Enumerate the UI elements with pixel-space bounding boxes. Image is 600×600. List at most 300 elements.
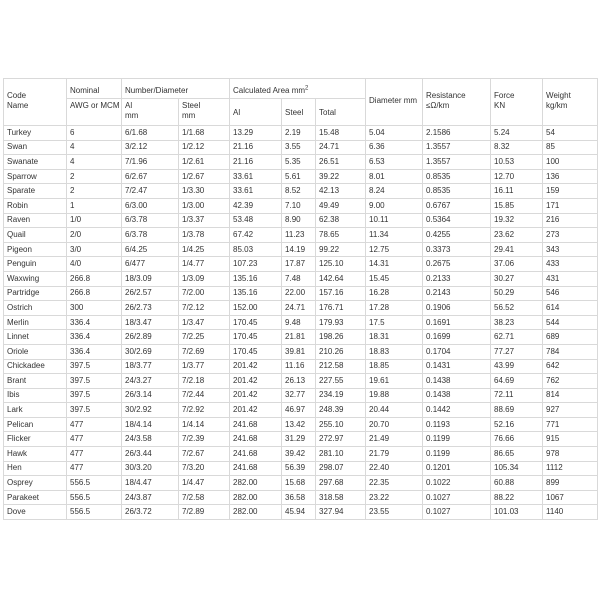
conductor-spec-table <box>3 78 598 520</box>
cell-code-name: Swanate <box>4 155 67 170</box>
cell-nominal: 397.5 <box>67 374 122 389</box>
cell-area-steel: 7.10 <box>282 198 316 213</box>
header-row-top <box>4 79 598 99</box>
cell-steel-diameter: 1/4.77 <box>179 257 230 272</box>
cell-area-steel: 24.71 <box>282 301 316 316</box>
cell-steel-diameter: 1/3.47 <box>179 315 230 330</box>
cell-area-al: 13.29 <box>230 126 282 141</box>
cell-area-total: 327.94 <box>316 505 366 520</box>
cell-diameter: 20.70 <box>366 417 423 432</box>
header-code: Code <box>7 91 27 100</box>
cell-weight: 54 <box>543 126 598 141</box>
cell-al-diameter: 18/4.14 <box>122 417 179 432</box>
cell-area-total: 78.65 <box>316 228 366 243</box>
cell-weight: 431 <box>543 271 598 286</box>
cell-resistance: 0.1022 <box>423 476 491 491</box>
cell-area-steel: 56.39 <box>282 461 316 476</box>
cell-resistance: 0.1193 <box>423 417 491 432</box>
cell-diameter: 23.22 <box>366 490 423 505</box>
header-weight-unit: kg/km <box>546 101 568 110</box>
cell-al-diameter: 24/3.58 <box>122 432 179 447</box>
table-row <box>4 330 598 345</box>
cell-diameter: 12.75 <box>366 242 423 257</box>
cell-resistance: 0.1704 <box>423 344 491 359</box>
cell-steel-diameter: 7/3.20 <box>179 461 230 476</box>
table-row <box>4 359 598 374</box>
cell-weight: 642 <box>543 359 598 374</box>
cell-steel-diameter: 1/3.77 <box>179 359 230 374</box>
cell-weight: 927 <box>543 403 598 418</box>
header-nominal: Nominal <box>67 79 122 99</box>
cell-nominal: 397.5 <box>67 388 122 403</box>
cell-resistance: 0.1199 <box>423 447 491 462</box>
cell-al-diameter: 18/3.77 <box>122 359 179 374</box>
cell-diameter: 17.5 <box>366 315 423 330</box>
cell-force: 23.62 <box>491 228 543 243</box>
cell-code-name: Linnet <box>4 330 67 345</box>
cell-diameter: 6.53 <box>366 155 423 170</box>
cell-weight: 171 <box>543 198 598 213</box>
cell-resistance: 0.8535 <box>423 184 491 199</box>
cell-area-al: 170.45 <box>230 330 282 345</box>
cell-weight: 273 <box>543 228 598 243</box>
cell-steel-diameter: 1/3.30 <box>179 184 230 199</box>
cell-area-al: 53.48 <box>230 213 282 228</box>
cell-area-steel: 11.16 <box>282 359 316 374</box>
cell-area-steel: 7.48 <box>282 271 316 286</box>
cell-force: 5.24 <box>491 126 543 141</box>
cell-area-steel: 17.87 <box>282 257 316 272</box>
cell-force: 29.41 <box>491 242 543 257</box>
cell-steel-diameter: 7/2.39 <box>179 432 230 447</box>
cell-steel-diameter: 7/2.18 <box>179 374 230 389</box>
header-resistance-label: Resistance <box>426 91 466 100</box>
cell-weight: 784 <box>543 344 598 359</box>
cell-al-diameter: 18/3.47 <box>122 315 179 330</box>
cell-weight: 899 <box>543 476 598 491</box>
cell-area-steel: 5.61 <box>282 169 316 184</box>
header-calculated-area-sup: 2 <box>305 85 309 92</box>
header-area-al: Al <box>230 99 282 126</box>
cell-diameter: 20.44 <box>366 403 423 418</box>
header-force <box>491 79 543 126</box>
cell-nominal: 477 <box>67 461 122 476</box>
cell-weight: 762 <box>543 374 598 389</box>
cell-weight: 85 <box>543 140 598 155</box>
cell-diameter: 5.04 <box>366 126 423 141</box>
cell-code-name: Merlin <box>4 315 67 330</box>
cell-area-steel: 31.29 <box>282 432 316 447</box>
table-row <box>4 184 598 199</box>
cell-al-diameter: 7/2.47 <box>122 184 179 199</box>
cell-weight: 343 <box>543 242 598 257</box>
cell-diameter: 19.61 <box>366 374 423 389</box>
cell-force: 38.23 <box>491 315 543 330</box>
cell-area-total: 26.51 <box>316 155 366 170</box>
cell-resistance: 0.2133 <box>423 271 491 286</box>
cell-area-al: 170.45 <box>230 344 282 359</box>
cell-code-name: Quail <box>4 228 67 243</box>
cell-steel-diameter: 7/2.58 <box>179 490 230 505</box>
cell-diameter: 21.79 <box>366 447 423 462</box>
table-row <box>4 344 598 359</box>
cell-al-diameter: 6/1.68 <box>122 126 179 141</box>
cell-diameter: 22.35 <box>366 476 423 491</box>
cell-diameter: 18.31 <box>366 330 423 345</box>
cell-area-steel: 22.00 <box>282 286 316 301</box>
table-row <box>4 505 598 520</box>
cell-resistance: 0.3373 <box>423 242 491 257</box>
header-resistance <box>423 79 491 126</box>
cell-diameter: 6.36 <box>366 140 423 155</box>
header-awg: AWG or MCM <box>67 99 122 126</box>
cell-force: 8.32 <box>491 140 543 155</box>
cell-area-total: 318.58 <box>316 490 366 505</box>
cell-area-steel: 5.35 <box>282 155 316 170</box>
cell-force: 60.88 <box>491 476 543 491</box>
cell-al-diameter: 24/3.87 <box>122 490 179 505</box>
cell-area-total: 248.39 <box>316 403 366 418</box>
cell-steel-diameter: 1/3.09 <box>179 271 230 286</box>
cell-al-diameter: 3/2.12 <box>122 140 179 155</box>
header-steel-unit: mm <box>182 111 196 120</box>
table-row <box>4 447 598 462</box>
cell-nominal: 336.4 <box>67 330 122 345</box>
cell-code-name: Brant <box>4 374 67 389</box>
cell-area-al: 282.00 <box>230 476 282 491</box>
table-row <box>4 301 598 316</box>
cell-resistance: 1.3557 <box>423 140 491 155</box>
header-calculated-area-label: Calculated Area mm <box>233 86 306 95</box>
table-row <box>4 388 598 403</box>
cell-weight: 1067 <box>543 490 598 505</box>
cell-code-name: Osprey <box>4 476 67 491</box>
cell-area-total: 176.71 <box>316 301 366 316</box>
cell-area-total: 15.48 <box>316 126 366 141</box>
cell-area-steel: 13.42 <box>282 417 316 432</box>
cell-nominal: 6 <box>67 126 122 141</box>
cell-area-al: 201.42 <box>230 388 282 403</box>
cell-area-total: 227.55 <box>316 374 366 389</box>
header-name: Name <box>7 101 29 110</box>
cell-weight: 433 <box>543 257 598 272</box>
cell-steel-diameter: 7/2.25 <box>179 330 230 345</box>
cell-force: 88.22 <box>491 490 543 505</box>
cell-code-name: Flicker <box>4 432 67 447</box>
cell-area-steel: 46.97 <box>282 403 316 418</box>
cell-code-name: Hawk <box>4 447 67 462</box>
cell-resistance: 0.1027 <box>423 490 491 505</box>
header-resistance-unit: ≤Ω/km <box>426 101 450 110</box>
cell-area-steel: 8.90 <box>282 213 316 228</box>
cell-weight: 100 <box>543 155 598 170</box>
table-row <box>4 461 598 476</box>
table-row <box>4 242 598 257</box>
cell-code-name: Hen <box>4 461 67 476</box>
cell-code-name: Pigeon <box>4 242 67 257</box>
cell-al-diameter: 26/3.14 <box>122 388 179 403</box>
cell-nominal: 477 <box>67 447 122 462</box>
cell-diameter: 23.55 <box>366 505 423 520</box>
table-row <box>4 228 598 243</box>
cell-weight: 1112 <box>543 461 598 476</box>
cell-area-al: 42.39 <box>230 198 282 213</box>
cell-steel-diameter: 1/4.47 <box>179 476 230 491</box>
cell-area-al: 241.68 <box>230 447 282 462</box>
cell-nominal: 556.5 <box>67 490 122 505</box>
cell-area-al: 170.45 <box>230 315 282 330</box>
cell-diameter: 10.11 <box>366 213 423 228</box>
cell-nominal: 397.5 <box>67 359 122 374</box>
cell-nominal: 3/0 <box>67 242 122 257</box>
cell-resistance: 0.1199 <box>423 432 491 447</box>
header-al-label: Al <box>125 101 133 110</box>
cell-steel-diameter: 1/3.78 <box>179 228 230 243</box>
cell-nominal: 4 <box>67 140 122 155</box>
cell-resistance: 0.2143 <box>423 286 491 301</box>
cell-code-name: Lark <box>4 403 67 418</box>
cell-force: 56.52 <box>491 301 543 316</box>
cell-nominal: 2 <box>67 184 122 199</box>
header-calculated-area <box>230 79 366 99</box>
cell-force: 101.03 <box>491 505 543 520</box>
cell-nominal: 556.5 <box>67 476 122 491</box>
cell-force: 16.11 <box>491 184 543 199</box>
cell-code-name: Pelican <box>4 417 67 432</box>
cell-area-al: 282.00 <box>230 505 282 520</box>
cell-diameter: 8.24 <box>366 184 423 199</box>
header-al-unit: mm <box>125 111 139 120</box>
cell-weight: 915 <box>543 432 598 447</box>
cell-diameter: 18.85 <box>366 359 423 374</box>
cell-force: 19.32 <box>491 213 543 228</box>
cell-code-name: Robin <box>4 198 67 213</box>
cell-nominal: 4 <box>67 155 122 170</box>
cell-area-al: 241.68 <box>230 461 282 476</box>
cell-resistance: 0.1442 <box>423 403 491 418</box>
cell-code-name: Swan <box>4 140 67 155</box>
cell-weight: 771 <box>543 417 598 432</box>
cell-weight: 614 <box>543 301 598 316</box>
header-diameter: Diameter mm <box>366 79 423 126</box>
cell-area-al: 152.00 <box>230 301 282 316</box>
cell-diameter: 8.01 <box>366 169 423 184</box>
cell-area-steel: 8.52 <box>282 184 316 199</box>
cell-area-total: 281.10 <box>316 447 366 462</box>
cell-area-total: 42.13 <box>316 184 366 199</box>
cell-area-steel: 21.81 <box>282 330 316 345</box>
cell-area-al: 85.03 <box>230 242 282 257</box>
cell-diameter: 17.28 <box>366 301 423 316</box>
cell-area-al: 33.61 <box>230 169 282 184</box>
cell-al-diameter: 18/3.09 <box>122 271 179 286</box>
cell-al-diameter: 26/3.44 <box>122 447 179 462</box>
cell-al-diameter: 30/2.69 <box>122 344 179 359</box>
cell-steel-diameter: 1/4.14 <box>179 417 230 432</box>
cell-diameter: 15.45 <box>366 271 423 286</box>
header-steel <box>179 99 230 126</box>
table-row <box>4 490 598 505</box>
cell-resistance: 0.1027 <box>423 505 491 520</box>
cell-area-total: 198.26 <box>316 330 366 345</box>
cell-steel-diameter: 1/4.25 <box>179 242 230 257</box>
cell-resistance: 0.1906 <box>423 301 491 316</box>
cell-resistance: 0.1201 <box>423 461 491 476</box>
cell-code-name: Ostrich <box>4 301 67 316</box>
cell-area-steel: 39.42 <box>282 447 316 462</box>
conductor-spec-table-container <box>3 78 597 520</box>
cell-area-total: 210.26 <box>316 344 366 359</box>
cell-diameter: 14.31 <box>366 257 423 272</box>
cell-code-name: Raven <box>4 213 67 228</box>
cell-code-name: Turkey <box>4 126 67 141</box>
cell-steel-diameter: 1/2.67 <box>179 169 230 184</box>
cell-steel-diameter: 1/3.00 <box>179 198 230 213</box>
cell-al-diameter: 30/2.92 <box>122 403 179 418</box>
cell-nominal: 556.5 <box>67 505 122 520</box>
cell-weight: 159 <box>543 184 598 199</box>
cell-code-name: Chickadee <box>4 359 67 374</box>
cell-area-al: 67.42 <box>230 228 282 243</box>
cell-nominal: 1 <box>67 198 122 213</box>
cell-area-al: 241.68 <box>230 417 282 432</box>
cell-resistance: 0.2675 <box>423 257 491 272</box>
table-row <box>4 198 598 213</box>
header-force-unit: KN <box>494 101 506 110</box>
cell-area-steel: 11.23 <box>282 228 316 243</box>
cell-area-total: 272.97 <box>316 432 366 447</box>
cell-nominal: 477 <box>67 432 122 447</box>
cell-resistance: 0.6767 <box>423 198 491 213</box>
cell-force: 12.70 <box>491 169 543 184</box>
cell-diameter: 21.49 <box>366 432 423 447</box>
cell-al-diameter: 30/3.20 <box>122 461 179 476</box>
cell-diameter: 22.40 <box>366 461 423 476</box>
cell-al-diameter: 6/3.78 <box>122 228 179 243</box>
cell-code-name: Sparate <box>4 184 67 199</box>
cell-steel-diameter: 1/2.61 <box>179 155 230 170</box>
cell-steel-diameter: 7/2.69 <box>179 344 230 359</box>
header-number-diameter: Number/Diameter <box>122 79 230 99</box>
cell-resistance: 0.4255 <box>423 228 491 243</box>
cell-area-al: 201.42 <box>230 403 282 418</box>
cell-force: 88.69 <box>491 403 543 418</box>
cell-area-total: 62.38 <box>316 213 366 228</box>
cell-area-total: 234.19 <box>316 388 366 403</box>
cell-al-diameter: 7/1.96 <box>122 155 179 170</box>
cell-force: 30.27 <box>491 271 543 286</box>
cell-steel-diameter: 7/2.00 <box>179 286 230 301</box>
cell-area-steel: 26.13 <box>282 374 316 389</box>
cell-resistance: 0.1699 <box>423 330 491 345</box>
cell-diameter: 19.88 <box>366 388 423 403</box>
table-row <box>4 315 598 330</box>
cell-code-name: Dove <box>4 505 67 520</box>
cell-al-diameter: 6/4.25 <box>122 242 179 257</box>
cell-steel-diameter: 7/2.89 <box>179 505 230 520</box>
table-row <box>4 126 598 141</box>
cell-area-total: 298.07 <box>316 461 366 476</box>
cell-code-name: Penguin <box>4 257 67 272</box>
cell-resistance: 0.8535 <box>423 169 491 184</box>
table-row <box>4 213 598 228</box>
table-row <box>4 403 598 418</box>
header-al <box>122 99 179 126</box>
cell-nominal: 397.5 <box>67 403 122 418</box>
cell-nominal: 266.8 <box>67 286 122 301</box>
cell-area-steel: 32.77 <box>282 388 316 403</box>
table-row <box>4 169 598 184</box>
cell-area-total: 212.58 <box>316 359 366 374</box>
cell-al-diameter: 24/3.27 <box>122 374 179 389</box>
cell-force: 77.27 <box>491 344 543 359</box>
cell-area-steel: 36.58 <box>282 490 316 505</box>
cell-weight: 546 <box>543 286 598 301</box>
cell-resistance: 2.1586 <box>423 126 491 141</box>
cell-area-steel: 45.94 <box>282 505 316 520</box>
cell-al-diameter: 26/3.72 <box>122 505 179 520</box>
cell-force: 52.16 <box>491 417 543 432</box>
cell-code-name: Sparrow <box>4 169 67 184</box>
cell-code-name: Waxwing <box>4 271 67 286</box>
cell-al-diameter: 18/4.47 <box>122 476 179 491</box>
table-row <box>4 257 598 272</box>
cell-area-al: 107.23 <box>230 257 282 272</box>
cell-code-name: Oriole <box>4 344 67 359</box>
cell-al-diameter: 26/2.57 <box>122 286 179 301</box>
cell-nominal: 336.4 <box>67 344 122 359</box>
cell-force: 105.34 <box>491 461 543 476</box>
table-row <box>4 374 598 389</box>
cell-force: 72.11 <box>491 388 543 403</box>
cell-diameter: 11.34 <box>366 228 423 243</box>
cell-resistance: 0.1438 <box>423 388 491 403</box>
cell-nominal: 477 <box>67 417 122 432</box>
header-steel-label: Steel <box>182 101 201 110</box>
table-body <box>4 126 598 520</box>
header-force-label: Force <box>494 91 515 100</box>
cell-weight: 689 <box>543 330 598 345</box>
cell-area-total: 157.16 <box>316 286 366 301</box>
cell-area-steel: 3.55 <box>282 140 316 155</box>
cell-steel-diameter: 7/2.12 <box>179 301 230 316</box>
table-row <box>4 417 598 432</box>
cell-steel-diameter: 7/2.92 <box>179 403 230 418</box>
cell-area-total: 297.68 <box>316 476 366 491</box>
cell-area-al: 201.42 <box>230 374 282 389</box>
table-row <box>4 476 598 491</box>
header-area-total: Total <box>316 99 366 126</box>
cell-area-steel: 39.81 <box>282 344 316 359</box>
cell-steel-diameter: 1/1.68 <box>179 126 230 141</box>
cell-nominal: 1/0 <box>67 213 122 228</box>
header-weight-label: Weight <box>546 91 571 100</box>
cell-area-al: 21.16 <box>230 140 282 155</box>
cell-area-al: 135.16 <box>230 286 282 301</box>
cell-al-diameter: 6/2.67 <box>122 169 179 184</box>
cell-force: 64.69 <box>491 374 543 389</box>
cell-area-al: 21.16 <box>230 155 282 170</box>
cell-weight: 136 <box>543 169 598 184</box>
cell-resistance: 0.1431 <box>423 359 491 374</box>
cell-area-al: 201.42 <box>230 359 282 374</box>
table-row <box>4 432 598 447</box>
cell-nominal: 4/0 <box>67 257 122 272</box>
cell-steel-diameter: 1/2.12 <box>179 140 230 155</box>
cell-force: 50.29 <box>491 286 543 301</box>
cell-resistance: 0.1691 <box>423 315 491 330</box>
cell-area-total: 142.64 <box>316 271 366 286</box>
